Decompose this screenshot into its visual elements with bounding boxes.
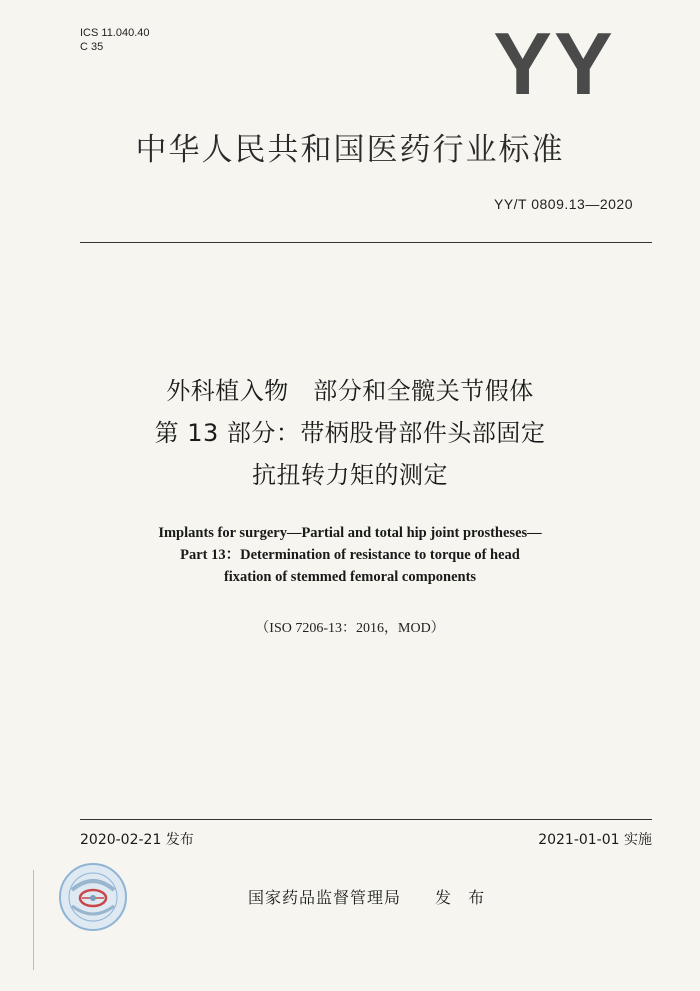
chinese-title-line-3: 抗扭转力矩的测定 <box>252 461 448 489</box>
certification-seal-icon <box>58 862 128 932</box>
industry-standard-title: 中华人民共和国医药行业标准 <box>135 132 565 168</box>
chinese-title-line-2: 第 13 部分：带柄股骨部件头部固定 <box>154 419 546 447</box>
chinese-title <box>0 370 700 496</box>
ics-code: ICS 11.040.40 <box>80 27 150 39</box>
ccs-code: C 35 <box>80 41 104 53</box>
issuer-action: 发 布 <box>435 888 491 907</box>
scan-edge-line <box>33 870 34 970</box>
classification-codes <box>80 26 150 54</box>
english-title <box>0 522 700 588</box>
footer-divider <box>80 819 652 820</box>
english-title-line-2: Part 13：Determination of resistance to torque of head <box>180 547 520 563</box>
implementation-date: 2021-01-01 实施 <box>538 832 652 848</box>
english-title-line-1: Implants for surgery—Partial and total hip joint prostheses— <box>158 525 542 541</box>
header-divider <box>80 242 652 243</box>
issuing-authority <box>248 885 490 908</box>
english-title-line-3: fixation of stemmed femoral components <box>223 569 477 585</box>
yy-logo <box>468 28 640 98</box>
issuer-name: 国家药品监督管理局 <box>248 888 402 907</box>
standard-number: YY/T 0809.13—2020 <box>493 196 633 212</box>
issue-date: 2020-02-21 发布 <box>80 832 194 848</box>
chinese-title-line-1: 外科植入物 部分和全髋关节假体 <box>166 377 534 405</box>
iso-reference: （ISO 7206-13：2016，MOD） <box>255 621 445 636</box>
yy-logo-text: YY <box>493 28 615 98</box>
